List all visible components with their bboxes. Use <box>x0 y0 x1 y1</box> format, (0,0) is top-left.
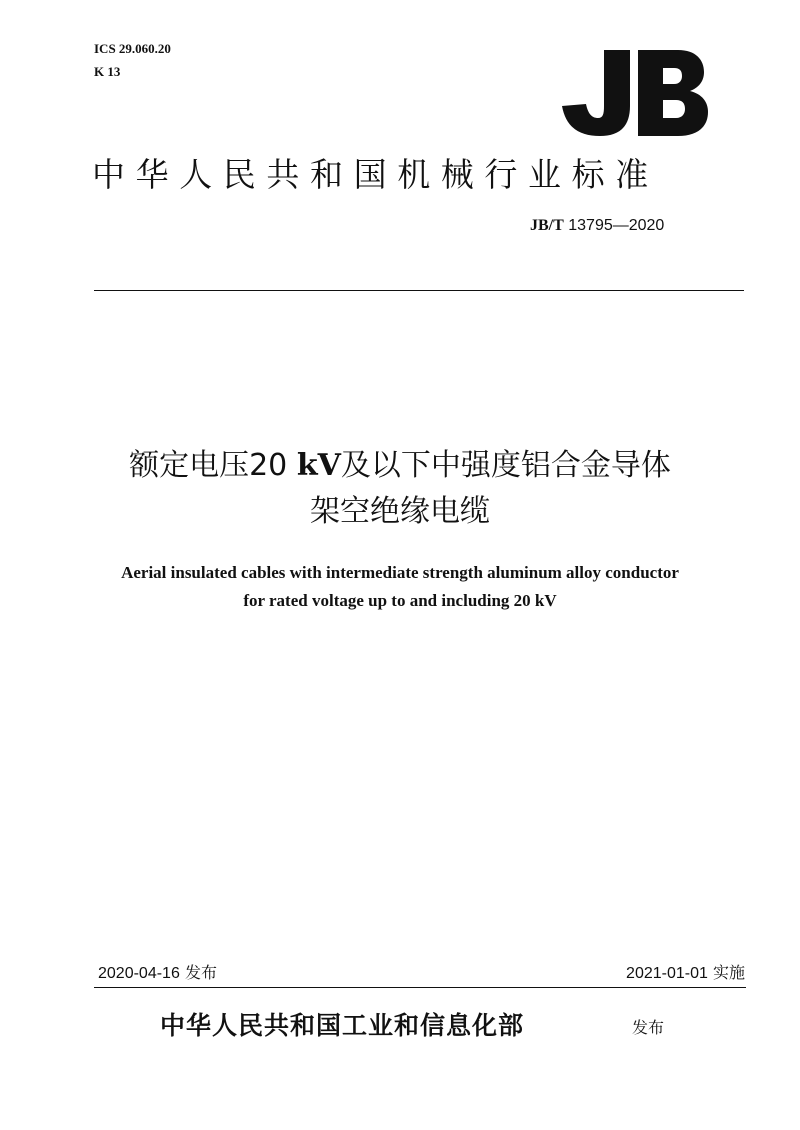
classification-code: K 13 <box>94 64 121 79</box>
top-divider <box>94 290 744 291</box>
issue-date-label: 发布 <box>184 963 217 982</box>
standard-number-prefix: JB/T <box>530 217 564 234</box>
implementation-date-value: 2021-01-01 <box>626 965 708 982</box>
title-cn-voltage: 20 <box>249 448 288 483</box>
bottom-divider <box>94 987 746 988</box>
chinese-title-line-1 <box>60 444 740 488</box>
issuing-authority: 中华人民共和国工业和信息化部 <box>160 1011 525 1040</box>
implementation-date <box>560 962 745 985</box>
issue-date <box>98 962 217 985</box>
english-title-line-2: for rated voltage up to and including 20 kV <box>243 591 557 610</box>
title-cn-before: 额定电压 <box>129 448 250 483</box>
english-title-line-1: Aerial insulated cables with intermediate strength aluminum alloy conductor <box>121 563 679 582</box>
title-cn-unit: kV <box>296 448 341 483</box>
title-cn-after: 及以下中强度铝合金导体 <box>340 448 671 483</box>
industry-standard-heading: 中华人民共和国机械行业标准 <box>92 155 659 194</box>
chinese-title-line-2: 架空绝缘电缆 <box>310 494 490 529</box>
ics-code: ICS 29.060.20 <box>94 41 171 56</box>
jb-logo <box>560 48 710 138</box>
standard-number <box>530 216 710 236</box>
standard-number-rest: 13795—2020 <box>563 217 665 234</box>
issuing-authority-suffix: 发布 <box>632 1018 665 1037</box>
implementation-date-label: 实施 <box>712 963 745 982</box>
issue-date-value: 2020-04-16 <box>98 965 180 982</box>
